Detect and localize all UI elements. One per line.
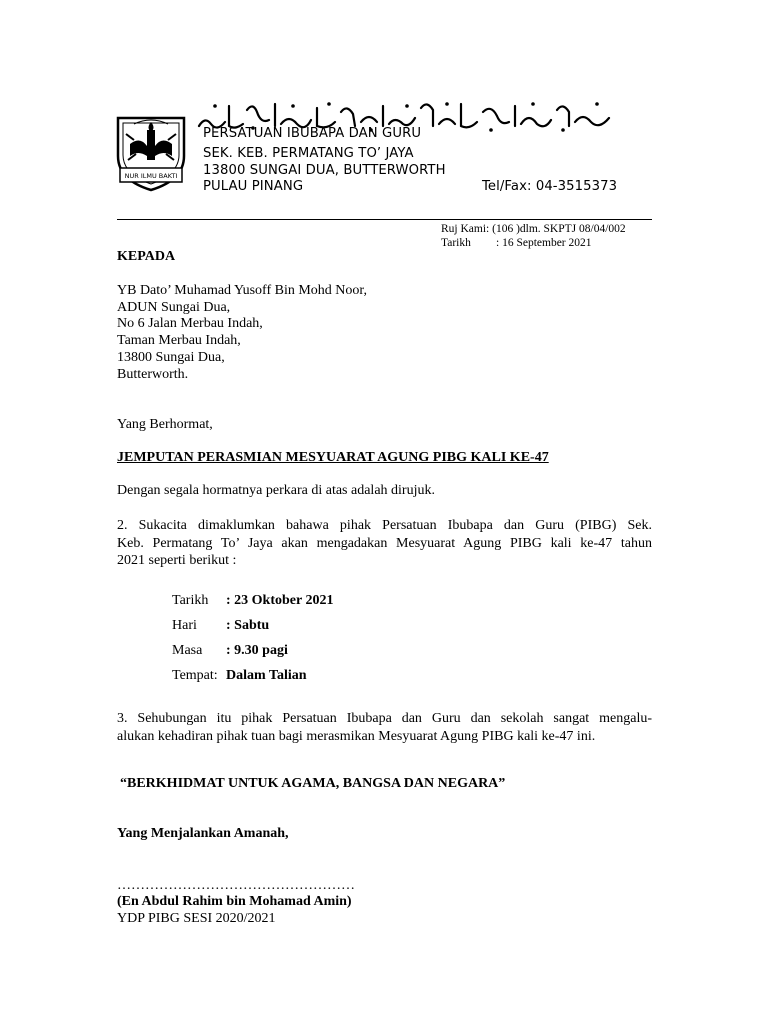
telfax: Tel/Fax: 04-3515373 [482,179,618,194]
detail-label-masa: Masa [172,643,203,658]
letter-subject: JEMPUTAN PERASMIAN MESYUARAT AGUNG PIBG KALI KE-47 [117,450,549,465]
signature-line: …………………………………………… [117,878,355,893]
detail-label-tempat: Tempat: [172,668,218,683]
salutation: Yang Berhormat, [117,417,213,432]
detail-value-tempat: Dalam Talian [226,668,307,683]
closing-phrase: Yang Menjalankan Amanah, [117,826,289,841]
detail-value-hari: : Sabtu [226,618,270,633]
detail-value-tarikh: : 23 Oktober 2021 [226,593,334,608]
signatory-name: (En Abdul Rahim bin Mohamad Amin) [117,894,352,909]
recipient-line: Taman Merbau Indah, [117,333,241,348]
school-crest-logo [110,110,192,194]
paragraph-3-line: 3. Sehubungan itu pihak Persatuan Ibubapa dan Guru dan sekolah sangat mengalu- [117,711,652,726]
address-state: PULAU PINANG [203,179,304,194]
recipient-line: No 6 Jalan Merbau Indah, [117,316,263,331]
detail-label-hari: Hari [172,618,197,633]
paragraph-2 [117,517,652,570]
paragraph-2-line: 2. Sukacita dimaklumkan bahawa pihak Persatuan Ibubapa dan Guru (PIBG) Sek. [117,518,652,533]
paragraph-2-line: Keb. Permatang To’ Jaya akan mengadakan Mesyuarat Agung PIBG kali ke-47 tahun [117,535,652,551]
header-divider [117,219,652,220]
detail-value-masa: : 9.30 pagi [226,643,288,658]
recipient-line: ADUN Sungai Dua, [117,300,231,315]
reference-number: Ruj Kami: (106 )dlm. SKPTJ 08/04/002 [441,223,626,235]
intro-paragraph: Dengan segala hormatnya perkara di atas adalah dirujuk. [117,483,435,498]
paragraph-3 [117,710,652,745]
letter-date-value: : 16 September 2021 [496,237,592,249]
kepada-heading: KEPADA [117,249,176,264]
paragraph-3-line: alukan kehadiran pihak tuan bagi merasmikan Mesyuarat Agung PIBG kali ke-47 ini. [117,728,596,744]
address-postcode: 13800 SUNGAI DUA, BUTTERWORTH [203,163,446,178]
recipient-line: 13800 Sungai Dua, [117,350,225,365]
letter-date-label: Tarikh [441,237,471,249]
recipient-line: Butterworth. [117,367,189,382]
detail-label-tarikh: Tarikh [172,593,209,608]
recipient-line: YB Dato’ Muhamad Yusoff Bin Mohd Noor, [117,283,367,298]
crest-motto: NUR ILMU BAKTI [124,172,178,180]
org-name: PERSATUAN IBUBAPA DAN GURU [203,126,422,141]
school-name: SEK. KEB. PERMATANG TO’ JAYA [203,146,414,161]
paragraph-2-line: 2021 seperti berikut : [117,553,237,568]
school-motto: “BERKHIDMAT UNTUK AGAMA, BANGSA DAN NEGARA” [120,776,506,791]
signatory-position: YDP PIBG SESI 2020/2021 [117,911,276,926]
